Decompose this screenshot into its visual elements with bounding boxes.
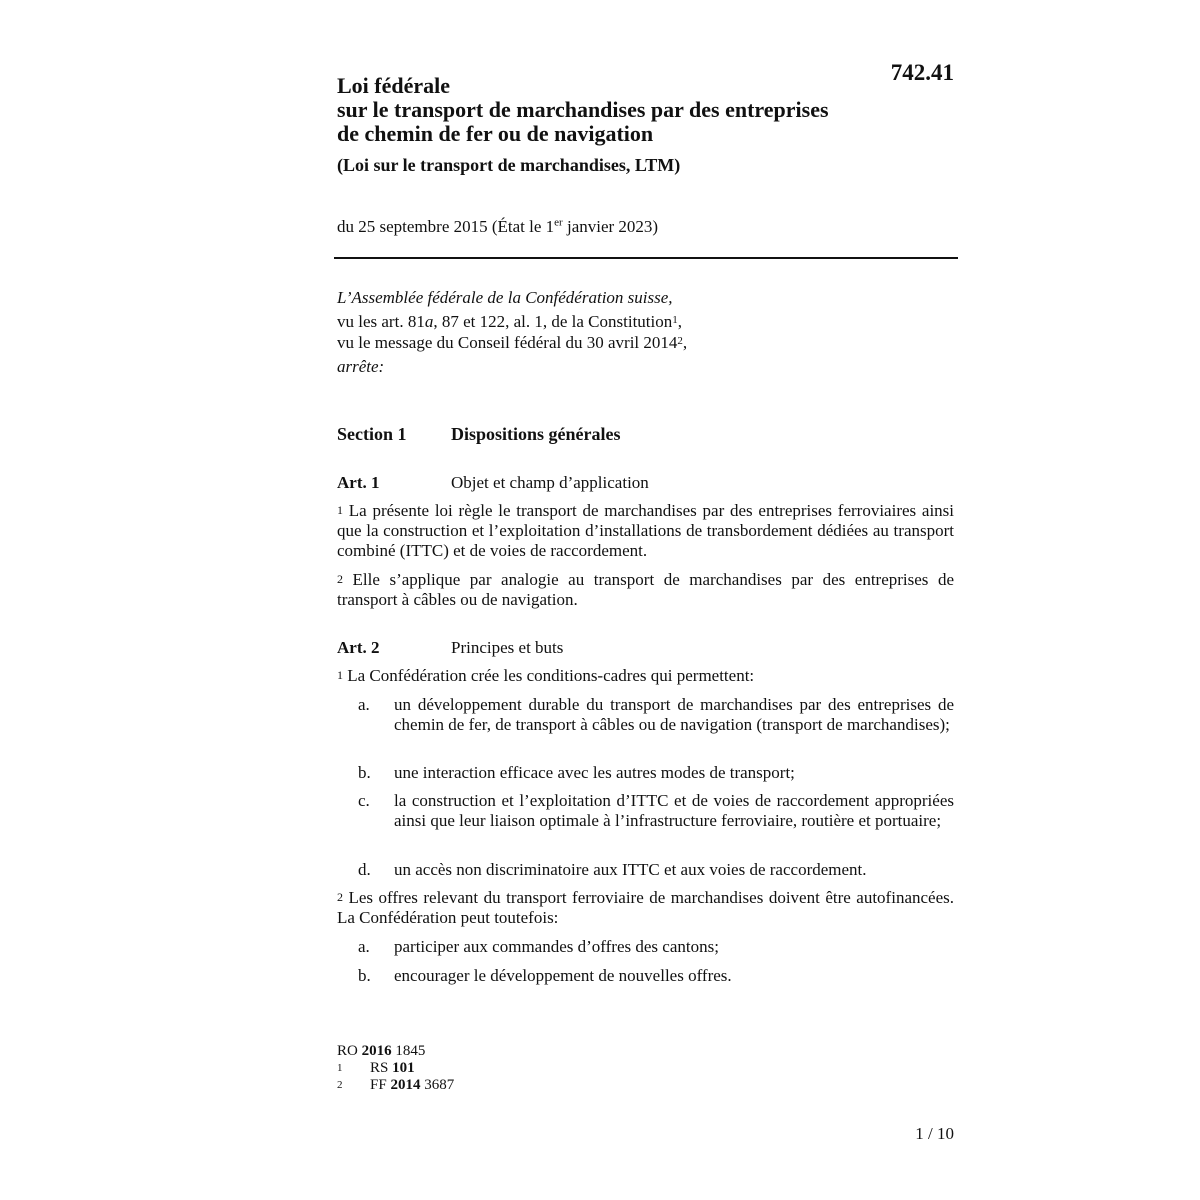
preamble-text: , 87 et 122, al. 1, de la Constitution [433,312,673,331]
list-text: la construction et l’exploitation d’ITTC et de voies de raccordement appropriées ainsi que leur liaison optimale à l’infrastructure ferroviaire, routière et portuaire; [394,791,954,830]
list-letter: c. [358,791,370,810]
footnote-ref[interactable]: 1 [672,314,678,326]
official-compilation-ref [337,1043,454,1060]
section-heading [337,423,621,445]
header-divider [334,257,958,259]
preamble-authority: L’Assemblée fédérale de la Confédération suisse, [337,288,673,307]
footnote-prefix: FF [370,1077,391,1093]
list-text: participer aux commandes d’offres des cantons; [394,937,719,956]
article-paragraph [337,888,954,928]
section-title: Dispositions générales [451,424,621,444]
paragraph-number: 1 [337,668,343,682]
preamble-decides: arrête: [337,357,385,376]
title-line: de chemin de fer ou de navigation [337,121,654,146]
footnote-number: 1 [337,1062,343,1074]
list-text: une interaction efficace avec les autres modes de transport; [394,763,795,782]
ref-page: 1845 [391,1043,426,1059]
preamble [337,287,957,377]
ref-prefix: RO [337,1043,362,1059]
article-heading [337,473,649,493]
list-text: un accès non discriminatoire aux ITTC et aux voies de raccordement. [394,860,867,879]
ref-year: 2016 [361,1043,392,1059]
footnote-bold[interactable]: 2014 [390,1077,421,1093]
paragraph-number: 2 [337,890,343,904]
paragraph-text: La Confédération crée les conditions-cadres qui permettent: [347,666,755,685]
preamble-italic-letter: a [424,312,434,331]
list-letter: d. [358,860,371,879]
date-superscript: er [554,216,563,229]
preamble-constitution-line [337,311,957,332]
preamble-text: , [682,333,688,352]
footnote-ref[interactable]: 2 [677,335,683,347]
page-number: 1 / 10 [915,1124,954,1143]
paragraph-number: 1 [337,503,343,517]
list-letter: b. [358,966,371,985]
paragraph-text: Les offres relevant du transport ferroviaire de marchandises doivent être autofinancées. La Confédération peut toutefois: [337,888,954,927]
list-letter: a. [358,937,370,956]
footnote [337,1077,454,1094]
document-title [337,74,897,146]
title-line: sur le transport de marchandises par des entreprises [337,97,829,122]
preamble-text: vu le message du Conseil fédéral du 30 avril 2014 [337,333,678,352]
preamble-text: vu les art. 81 [337,312,425,331]
list-text: un développement durable du transport de marchandises par des entreprises de chemin de fer, de transport à câbles ou de navigation (transport de marchandises); [394,695,954,734]
title-line: Loi fédérale [337,73,451,98]
date-suffix: janvier 2023) [562,217,659,236]
sr-number: 742.41 [890,60,954,85]
article-heading [337,638,563,658]
footnote-prefix: RS [370,1060,393,1076]
footnote-suffix: 3687 [420,1077,455,1093]
footnote-number: 2 [337,1079,343,1091]
paragraph-text: Elle s’applique par analogie au transport de marchandises par des entreprises de transport à câbles ou de navigation. [337,570,955,609]
list-letter: a. [358,695,370,714]
list-letter: b. [358,763,371,782]
article-number: Art. 1 [337,473,380,492]
article-title: Principes et buts [451,638,564,657]
preamble-message-line [337,332,957,353]
date-prefix: du 25 septembre 2015 (État le 1 [337,217,555,236]
footnote-bold[interactable]: 101 [392,1060,415,1076]
preamble-text: , [677,312,682,331]
paragraph-number: 2 [337,572,343,586]
short-title: (Loi sur le transport de marchandises, LTM) [337,155,681,175]
article-paragraph [337,666,954,686]
article-paragraph [337,501,954,561]
paragraph-text: La présente loi règle le transport de marchandises par des entreprises ferroviaires ainsi que la construction et l’exploitation d’installations de transbordement dédiées au transport combiné (ITTC) et de voies de raccordement. [337,501,955,560]
article-number: Art. 2 [337,638,380,657]
section-number: Section 1 [337,424,407,444]
list-text: encourager le développement de nouvelles offres. [394,966,732,985]
article-paragraph [337,570,954,610]
article-title: Objet et champ d’application [451,473,649,492]
footnote [337,1060,454,1077]
footnotes [337,1043,454,1094]
enactment-date [337,216,658,238]
